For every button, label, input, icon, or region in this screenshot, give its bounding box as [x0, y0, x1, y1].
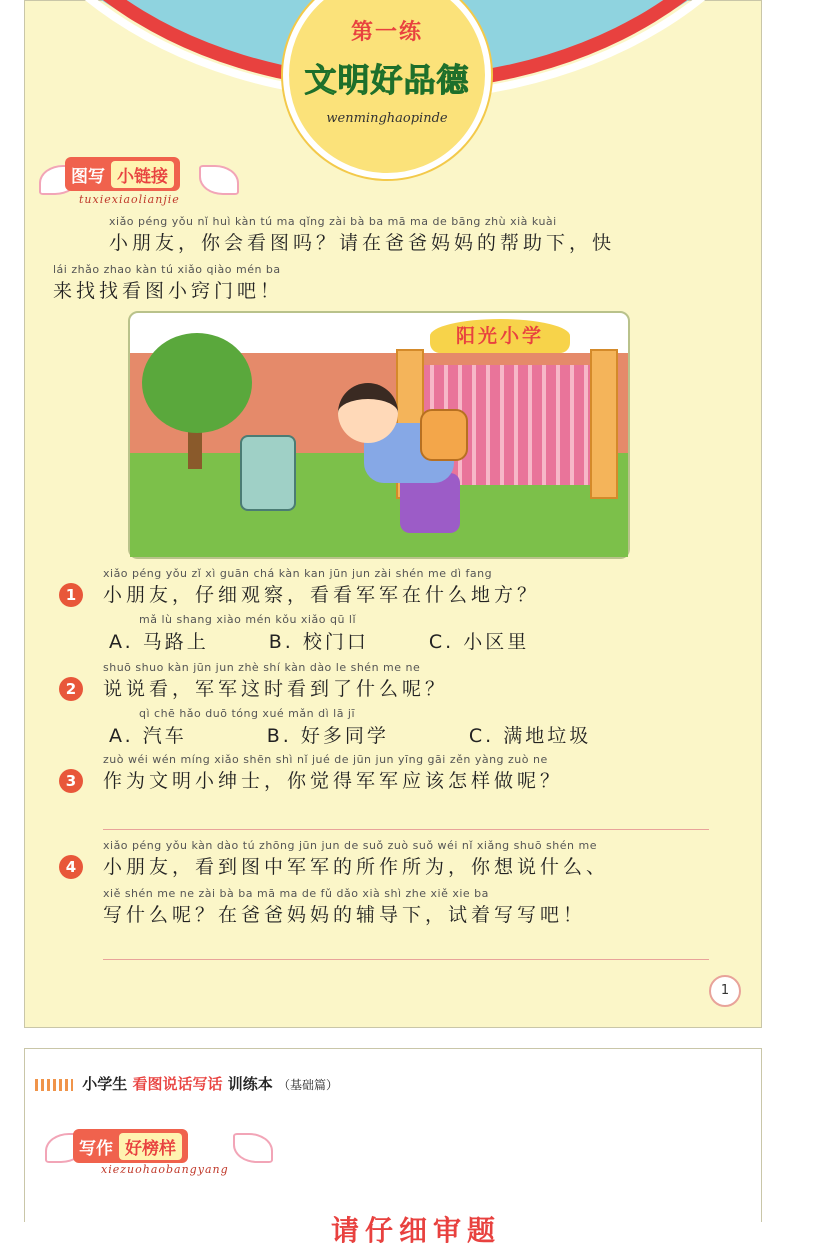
header-colored-title: 看图说话写话 — [132, 1075, 223, 1093]
intro-line1-pinyin: xiǎo péng yǒu nǐ huì kàn tú ma qǐng zài bà ba mā ma de bāng zhù xià kuài — [109, 215, 557, 228]
lesson-title: 文明好品德 — [304, 61, 470, 99]
question-1-options — [103, 627, 793, 654]
book-header — [35, 1073, 338, 1094]
backpack-icon — [420, 409, 468, 461]
header-paren: （基础篇） — [277, 1078, 338, 1092]
tag-pinyin: xiezuohaobangyang — [101, 1163, 229, 1176]
question-3 — [103, 753, 793, 795]
boy-head-shape — [338, 383, 398, 443]
illustration-school-gate — [128, 311, 630, 559]
question-1-number: 1 — [59, 583, 83, 607]
tag-right-label: 小链接 — [111, 161, 174, 188]
section-tag-tuxie — [65, 157, 180, 191]
right-wing-icon — [199, 165, 239, 195]
option-c[interactable]: C. 小区里 — [428, 631, 530, 653]
workbook-page-2 — [24, 1048, 762, 1247]
question-4-number: 4 — [59, 855, 83, 879]
question-3-pinyin: zuò wéi wén míng xiǎo shēn shì nǐ jué de jūn jun yīng gāi zěn yàng zuò ne — [103, 753, 548, 766]
option-b[interactable]: B. 好多同学 — [266, 725, 389, 747]
gate-pillar-right — [590, 349, 618, 499]
lesson-badge — [283, 0, 491, 179]
question-2-options-pinyin: qì chē hǎo duō tóng xué mǎn dì lā jī — [139, 707, 356, 720]
question-4-text-2: 写什么呢？在爸爸妈妈的辅导下，试着写写吧！ — [103, 904, 587, 926]
question-1 — [103, 567, 793, 654]
intro-paragraph — [53, 215, 743, 305]
question-2-options — [103, 721, 793, 748]
school-sign: 阳光小学 — [430, 319, 570, 353]
intro-line2-pinyin: lái zhǎo zhao kàn tú xiǎo qiào mén ba — [53, 263, 281, 276]
page-number: 1 — [709, 975, 741, 1007]
question-4-text: 小朋友，看到图中军军的所作所为，你想说什么、 — [103, 856, 610, 878]
question-2-text: 说说看，军军这时看到了什么呢？ — [103, 678, 449, 700]
option-c[interactable]: C. 满地垃圾 — [468, 725, 592, 747]
option-b[interactable]: B. 校门口 — [268, 631, 369, 653]
question-1-text: 小朋友，仔细观察，看看军军在什么地方？ — [103, 584, 541, 606]
question-3-number: 3 — [59, 769, 83, 793]
workbook-page-1 — [24, 0, 762, 1028]
question-1-options-pinyin: mǎ lù shang xiào mén kǒu xiǎo qū lǐ — [139, 613, 357, 626]
question-3-text: 作为文明小绅士，你觉得军军应该怎样做呢？ — [103, 770, 564, 792]
tag-left-label: 图写 — [71, 166, 105, 187]
tag-right-label: 好榜样 — [119, 1133, 182, 1160]
header-suffix: 训练本 — [227, 1075, 273, 1093]
header-prefix: 小学生 — [82, 1075, 128, 1093]
section-tag-xiezuo — [73, 1129, 188, 1163]
lesson-number: 第一练 — [350, 20, 423, 45]
lesson-pinyin: wenminghaopinde — [326, 111, 448, 126]
intro-line2-text: 来找找看图小窍门吧！ — [53, 280, 284, 302]
question-4-pinyin-2: xiě shén me ne zài bà ba mā ma de fǔ dǎo xià shì zhe xiě xie ba — [103, 887, 489, 900]
question-2-pinyin: shuō shuo kàn jūn jun zhè shí kàn dào le shén me ne — [103, 661, 421, 674]
right-wing-icon — [233, 1133, 273, 1163]
trash-bin-icon — [240, 435, 296, 511]
option-a[interactable]: A. 马路上 — [109, 631, 209, 653]
answer-line-4[interactable] — [103, 959, 709, 960]
question-2 — [103, 661, 793, 748]
tag-left-label: 写作 — [79, 1138, 113, 1159]
intro-line1-text: 小朋友，你会看图吗？请在爸爸妈妈的帮助下，快 — [109, 232, 616, 254]
tree-icon — [142, 333, 252, 433]
question-4 — [103, 839, 793, 929]
section-big-title: 请仔细审题 — [331, 1214, 502, 1247]
answer-line-3[interactable] — [103, 829, 709, 830]
question-4-pinyin: xiǎo péng yǒu kàn dào tú zhōng jūn jun de suǒ zuò suǒ wéi nǐ xiǎng shuō shén me — [103, 839, 597, 852]
dots-icon — [35, 1079, 73, 1091]
question-1-pinyin: xiǎo péng yǒu zǐ xì guān chá kàn kan jūn jun zài shén me dì fang — [103, 567, 493, 580]
question-2-number: 2 — [59, 677, 83, 701]
tag-pinyin: tuxiexiaolianjie — [79, 193, 180, 206]
option-a[interactable]: A. 汽车 — [109, 725, 187, 747]
